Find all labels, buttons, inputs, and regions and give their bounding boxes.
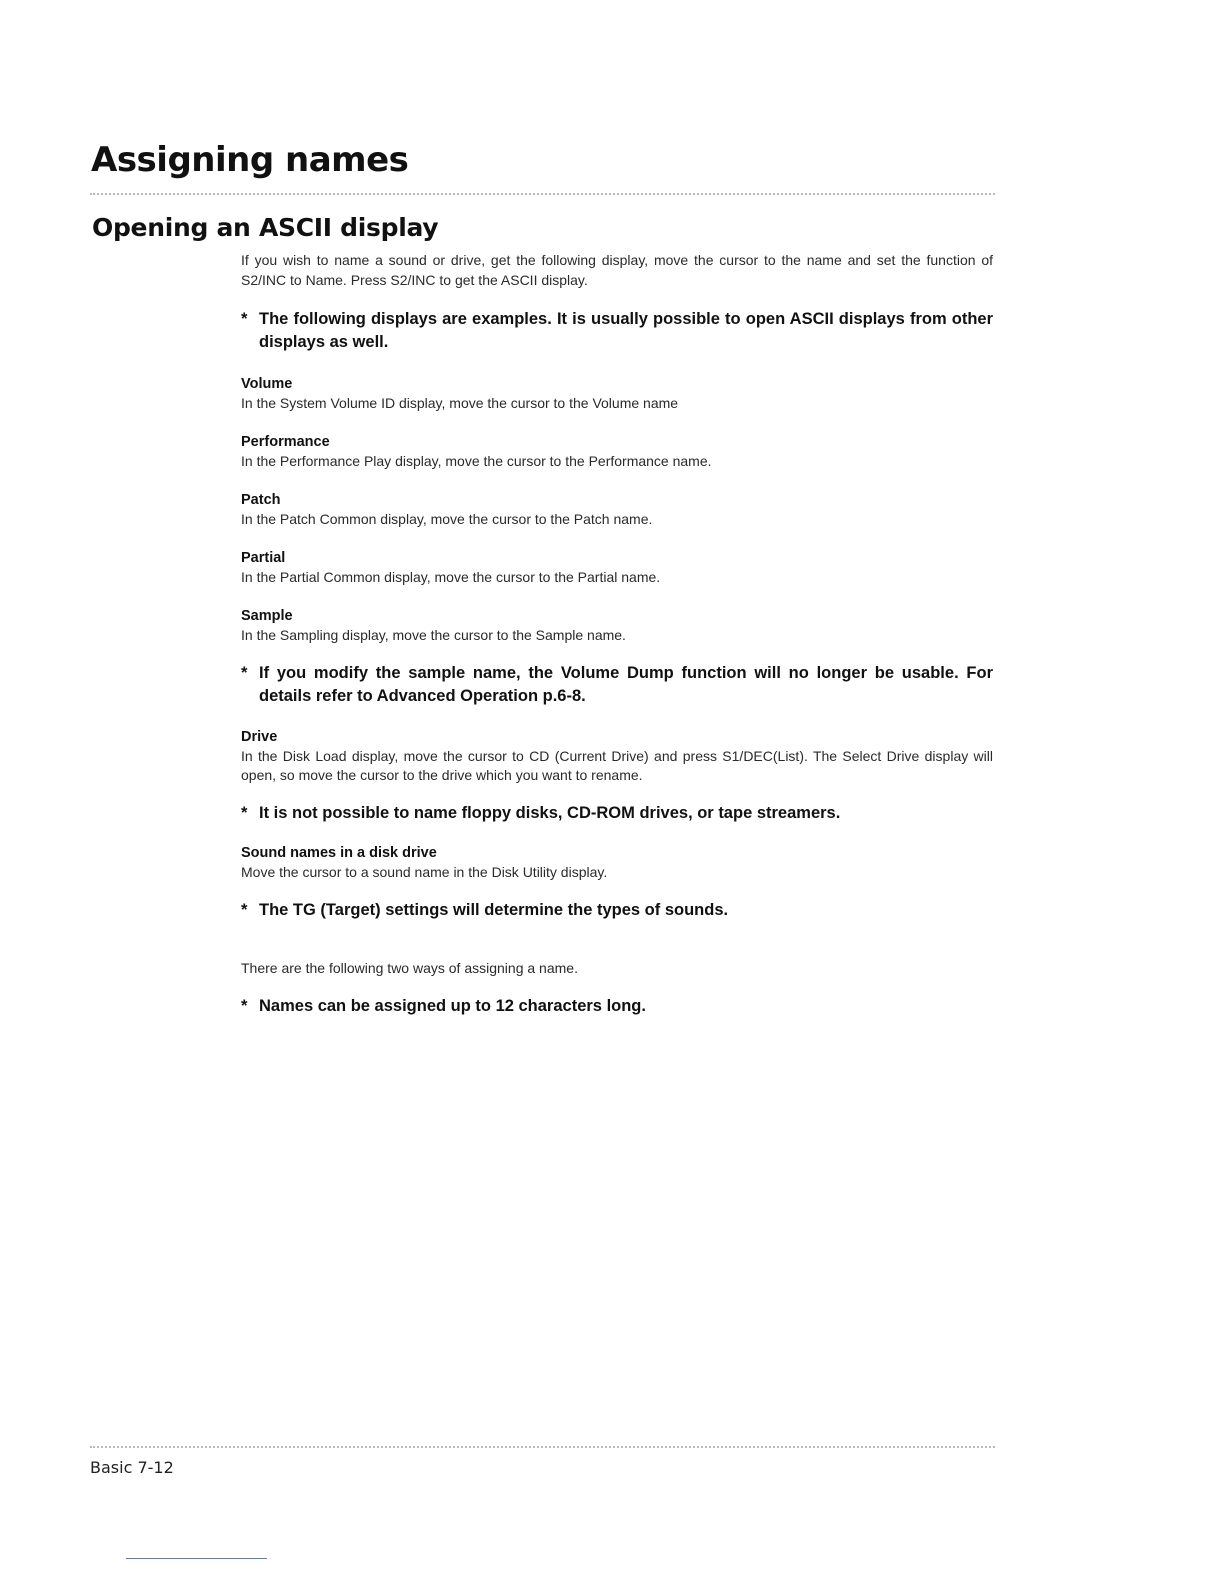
note-star: * — [241, 997, 248, 1015]
item-body: In the Performance Play display, move the cursor to the Performance name. — [241, 453, 712, 469]
page-title: Assigning names — [91, 140, 409, 180]
item-body: In the Patch Common display, move the cursor to the Patch name. — [241, 511, 653, 527]
item-body: In the Disk Load display, move the cursor to CD (Current Drive) and press S1/DEC(List). The Select Drive display will open, so move the cursor to the drive which you want to rename. — [241, 748, 993, 783]
item-sample — [241, 606, 993, 645]
item-patch — [241, 490, 993, 529]
page-number: Basic 7-12 — [90, 1458, 174, 1477]
note-examples — [241, 308, 993, 354]
item-sound-names — [241, 843, 993, 882]
note-sample-text: If you modify the sample name, the Volume Dump function will no longer be usable. For details refer to Advanced Operation p.6-8. — [259, 664, 993, 705]
item-heading: Volume — [241, 376, 293, 392]
note-examples-text: The following displays are examples. It is usually possible to open ASCII displays from other displays as well. — [259, 310, 993, 351]
note-star: * — [241, 804, 248, 822]
note-drive — [241, 802, 993, 825]
item-heading: Patch — [241, 492, 281, 508]
item-body: In the System Volume ID display, move the cursor to the Volume name — [241, 395, 679, 411]
item-heading: Performance — [241, 434, 330, 450]
note-sample — [241, 662, 993, 708]
note-length-text: Names can be assigned up to 12 characters long. — [259, 997, 646, 1015]
footer-divider — [90, 1446, 995, 1448]
note-star: * — [241, 664, 248, 682]
item-partial — [241, 548, 993, 587]
item-body: Move the cursor to a sound name in the Disk Utility display. — [241, 864, 608, 880]
item-heading: Sound names in a disk drive — [241, 845, 437, 861]
item-performance — [241, 432, 993, 471]
note-star: * — [241, 901, 248, 919]
item-heading: Partial — [241, 550, 286, 566]
note-star: * — [241, 310, 248, 328]
item-heading: Drive — [241, 729, 278, 745]
note-tg — [241, 899, 993, 922]
section-title: Opening an ASCII display — [92, 213, 439, 242]
title-divider — [90, 193, 995, 195]
item-volume — [241, 374, 993, 413]
note-length — [241, 995, 993, 1018]
ways-paragraph: There are the following two ways of assigning a name. — [241, 960, 578, 976]
note-drive-text: It is not possible to name floppy disks, CD-ROM drives, or tape streamers. — [259, 804, 841, 822]
item-body: In the Partial Common display, move the cursor to the Partial name. — [241, 569, 661, 585]
note-tg-text: The TG (Target) settings will determine the types of sounds. — [259, 901, 729, 919]
item-heading: Sample — [241, 608, 293, 624]
intro-paragraph: If you wish to name a sound or drive, get the following display, move the cursor to the name and set the function of S2/INC to Name. Press S2/INC to get the ASCII display. — [241, 252, 993, 288]
section-content — [241, 250, 993, 1018]
item-drive — [241, 727, 993, 785]
item-body: In the Sampling display, move the cursor to the Sample name. — [241, 627, 626, 643]
bottom-line — [126, 1558, 267, 1559]
